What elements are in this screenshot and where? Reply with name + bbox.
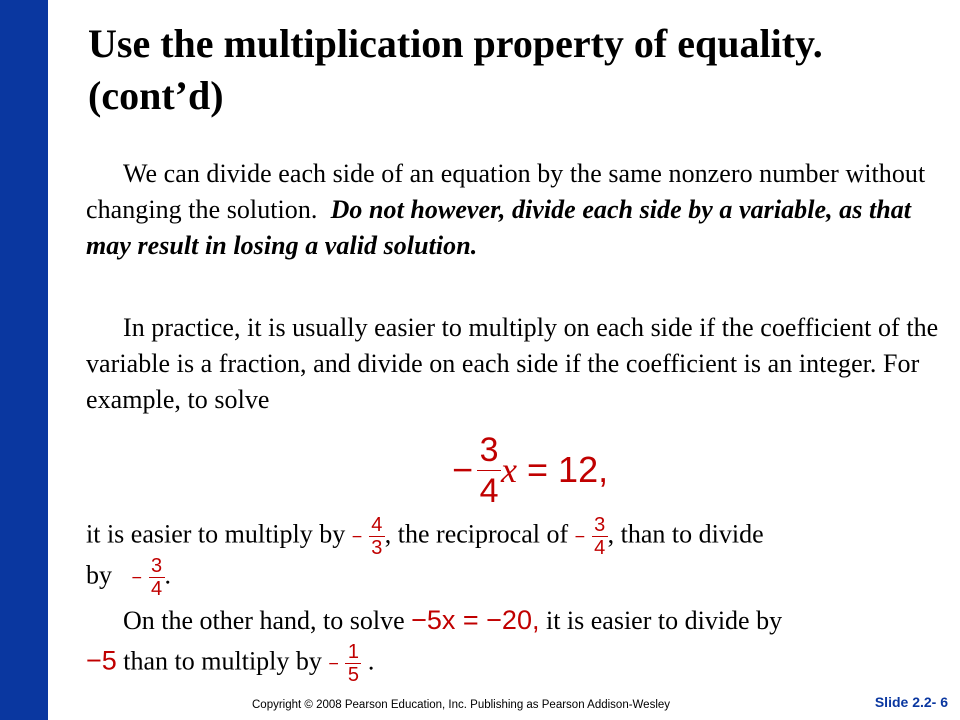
paragraph-divide-rule bbox=[86, 156, 958, 264]
equation-sign: − bbox=[452, 449, 474, 490]
fraction-denominator: 5 bbox=[347, 664, 359, 686]
paragraph-practice bbox=[86, 310, 958, 418]
left-accent-bar bbox=[0, 0, 48, 720]
fraction-neg-3-4 bbox=[149, 556, 165, 599]
text-fragment: , than to divide bbox=[607, 519, 764, 549]
text-fragment: than to multiply by bbox=[116, 646, 322, 676]
text-fragment: it is easier to divide by bbox=[539, 606, 783, 635]
text-fragment: On the other hand, to solve bbox=[123, 606, 405, 635]
fraction-neg-1-5 bbox=[345, 642, 361, 685]
copyright-notice: Copyright © 2008 Pearson Education, Inc. Publishing as Pearson Addison-Wesley bbox=[252, 699, 671, 711]
fraction-denominator: 4 bbox=[479, 471, 499, 510]
line-multiply-by bbox=[86, 515, 764, 558]
text-fragment: , the reciprocal of bbox=[384, 519, 569, 549]
equation-fraction bbox=[477, 432, 501, 509]
value-neg-five: −5 bbox=[86, 645, 117, 676]
fraction-sign: − bbox=[131, 567, 143, 588]
line-divide-by bbox=[86, 556, 171, 599]
fraction-denominator: 3 bbox=[371, 537, 383, 559]
equation-inline: −5x = −20, bbox=[411, 605, 540, 635]
text-fragment: it is easier to multiply by bbox=[86, 519, 346, 549]
equation-display bbox=[452, 428, 608, 512]
slide-title: Use the multiplication property of equality. (cont’d) bbox=[88, 21, 823, 118]
paragraph-text: We can divide each side of an equation by the same nonzero number without changing the solution. bbox=[86, 159, 926, 224]
paragraph-text: In practice, it is usually easier to multiply on each side if the coefficient of the variable is a fraction, and divide on each side if the coefficient is an integer. For example, to solve bbox=[86, 313, 939, 414]
fraction-denominator: 4 bbox=[594, 537, 606, 559]
equation-variable: x bbox=[501, 450, 518, 490]
fraction-bar bbox=[477, 470, 501, 471]
fraction-numerator: 4 bbox=[371, 514, 383, 536]
fraction-sign: − bbox=[328, 653, 339, 674]
fraction-sign: − bbox=[351, 526, 363, 547]
fraction-numerator: 3 bbox=[594, 514, 606, 536]
fraction-numerator: 3 bbox=[150, 555, 163, 577]
line-multiply-reciprocal bbox=[86, 642, 374, 685]
paragraph-emphasis: Do not however, divide each side by a variable, as that may result in losing a valid solution. bbox=[86, 195, 912, 260]
fraction-numerator: 3 bbox=[479, 430, 499, 469]
equation-rest: = 12, bbox=[517, 449, 609, 490]
fraction-numerator: 1 bbox=[347, 641, 359, 663]
line-other-hand bbox=[86, 602, 782, 639]
text-fragment: by bbox=[86, 560, 112, 590]
text-fragment: . bbox=[164, 560, 172, 590]
text-fragment: . bbox=[367, 646, 375, 676]
slide-number: Slide 2.2- 6 bbox=[874, 694, 948, 710]
fraction-neg-3-4 bbox=[592, 515, 608, 558]
fraction-neg-4-3 bbox=[369, 515, 385, 558]
fraction-denominator: 4 bbox=[150, 578, 163, 600]
fraction-sign: − bbox=[574, 526, 586, 547]
